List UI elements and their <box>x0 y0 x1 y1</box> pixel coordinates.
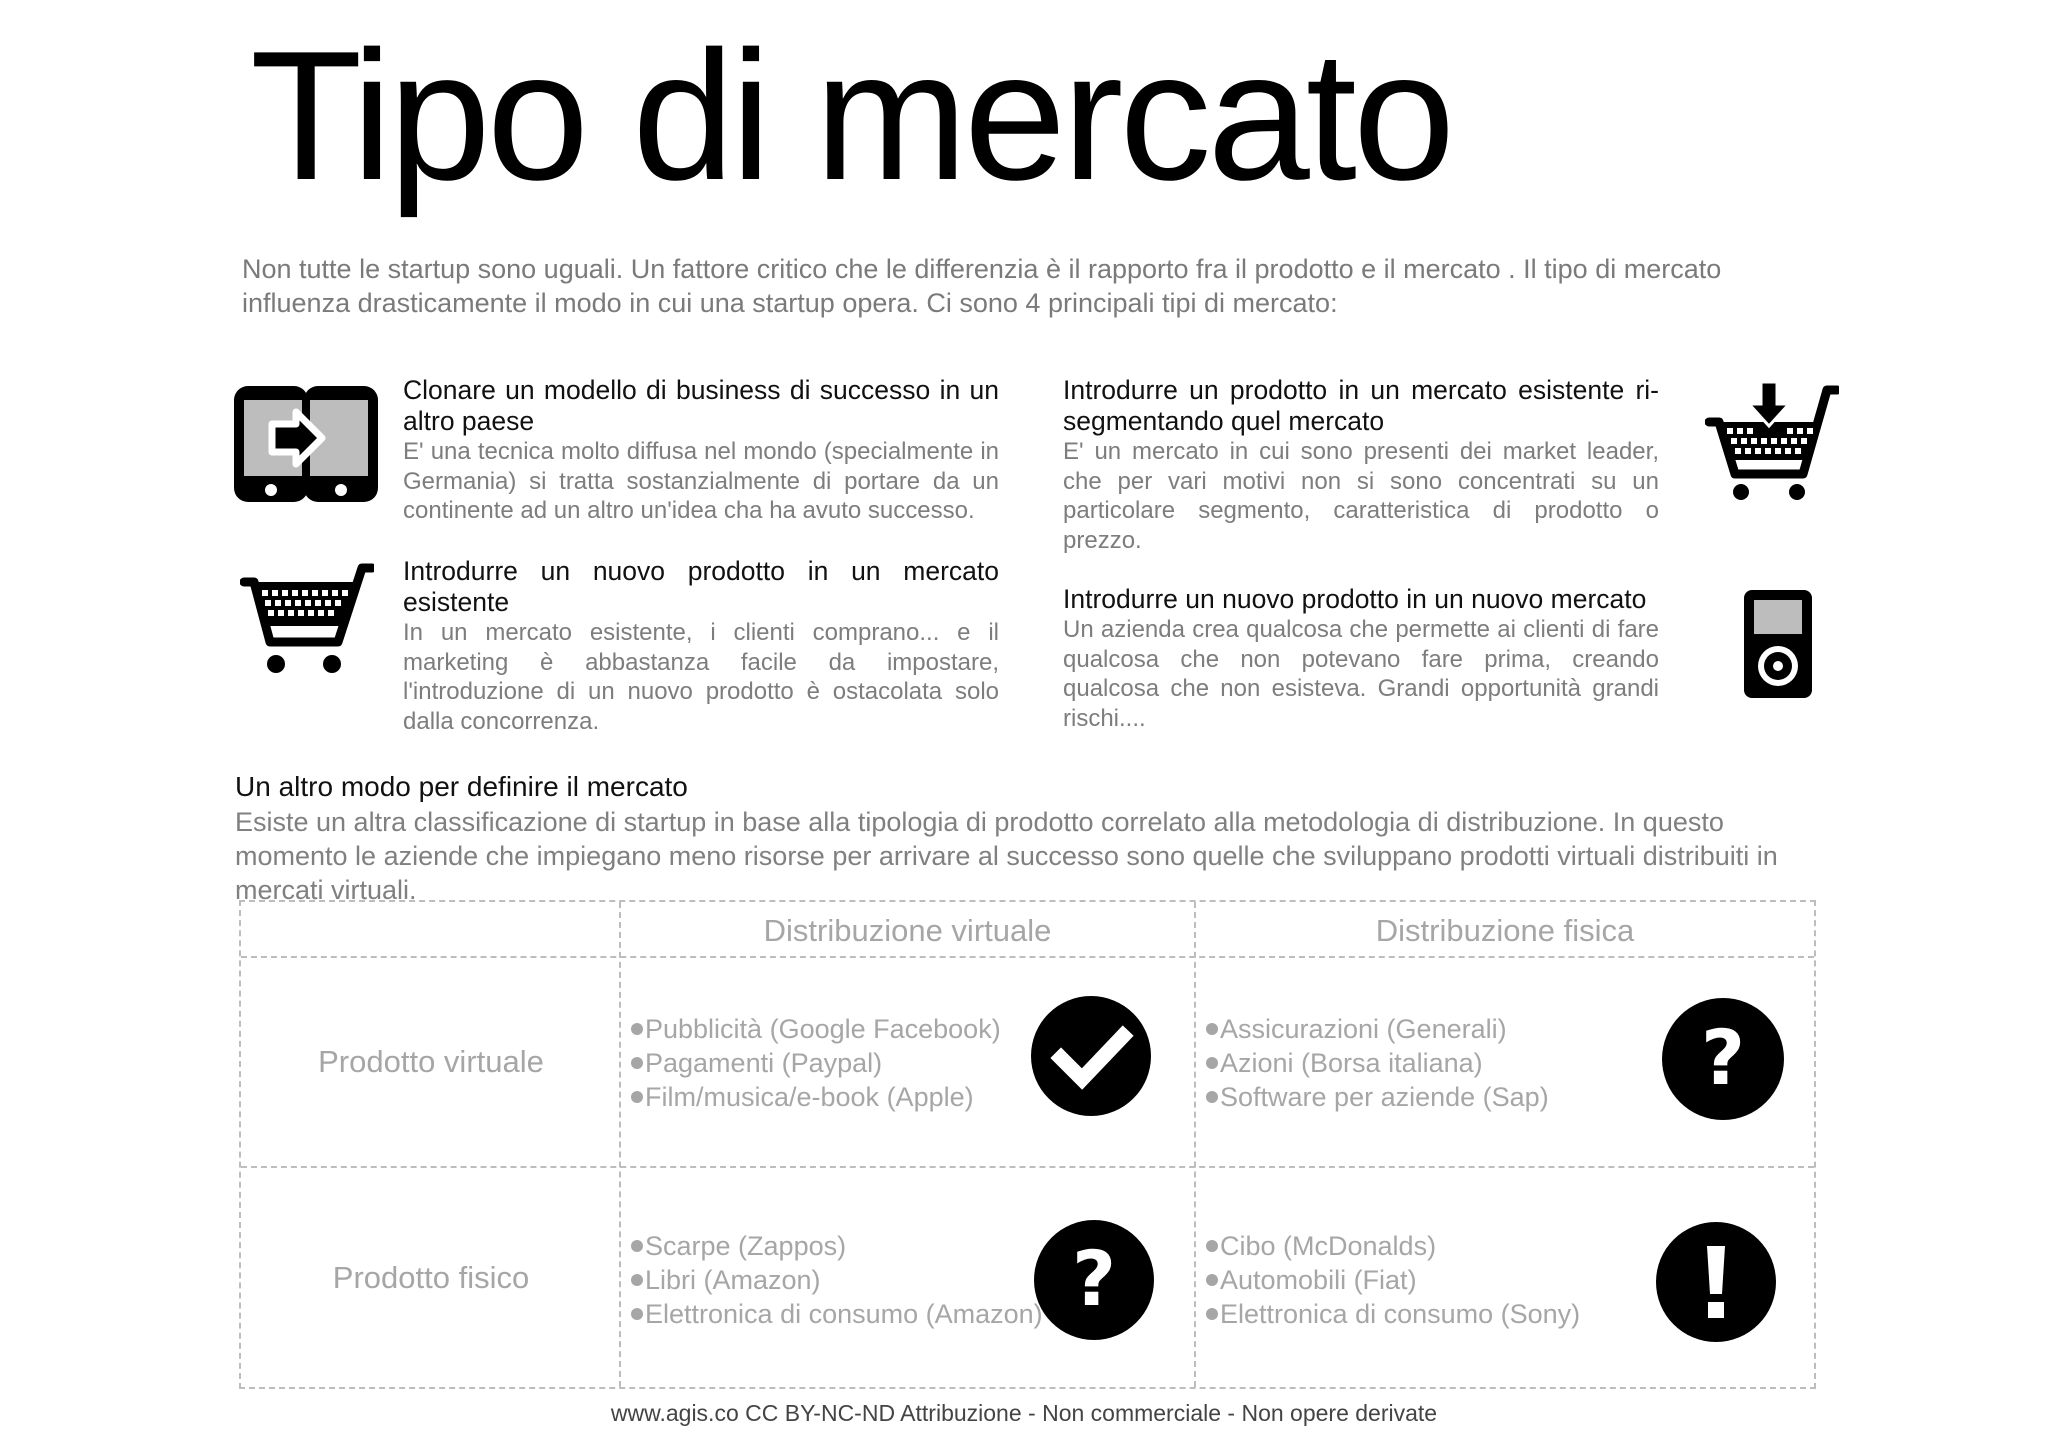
footer-license: www.agis.co CC BY-NC-ND Attribuzione - Non commerciale - Non opere derivate <box>610 1400 1438 1426</box>
cell-list-physical-virtual <box>631 1229 1043 1331</box>
shopping-cart-icon <box>240 560 374 676</box>
intro-text: Non tutte le startup sono uguali. Un fattore critico che le differenzia è il rapporto fra il prodotto e il mercato . Il tipo di mercato influenza drasticamente il modo in cui una startup opera. Ci sono 4 principali tipi di mercato: <box>242 254 1722 318</box>
row-header-virtual-product: Prodotto virtuale <box>318 1044 544 1079</box>
section-text: Esiste un altra classificazione di startup in base alla tipologia di prodotto correlato alla metodologia di distribuzione. In questo momento le aziende che impiegano meno risorse per arrivare al successo sono quelle che sviluppano prodotti virtuali distribuiti in mercati virtuali. <box>235 807 1778 905</box>
list-item: Azioni (Borsa italiana) <box>1206 1046 1549 1080</box>
svg-text:?: ? <box>1071 1234 1117 1323</box>
cell-list-physical-physical <box>1206 1229 1580 1331</box>
market-description: E' una tecnica molto diffusa nel mondo (specialmente in Germania) si tratta sostanzialmente di portare da un continente ad un altro un'idea cha ha avuto successo. <box>403 438 999 524</box>
market-title: Introdurre un prodotto in un mercato esistente ri-segmentando quel mercato <box>1063 375 1659 436</box>
market-description: In un mercato esistente, i clienti comprano... e il marketing è abbastanza facile da impostare, l'introduzione di un nuovo prodotto è ostacolata solo dalla concorrenza. <box>403 619 999 735</box>
list-item: Film/musica/e-book (Apple) <box>631 1080 1001 1114</box>
list-item: Software per aziende (Sap) <box>1206 1080 1549 1114</box>
market-block-new-market <box>1063 584 1659 733</box>
list-item: Automobili (Fiat) <box>1206 1263 1580 1297</box>
question-icon <box>1662 998 1784 1120</box>
list-item: Libri (Amazon) <box>631 1263 1043 1297</box>
check-icon <box>1031 996 1151 1116</box>
column-header-physical-distribution: Distribuzione fisica <box>1375 913 1635 948</box>
exclamation-icon <box>1656 1222 1776 1342</box>
market-title: Clonare un modello di business di successo in un altro paese <box>403 375 999 436</box>
question-icon <box>1034 1220 1154 1340</box>
list-item: Elettronica di consumo (Sony) <box>1206 1297 1580 1331</box>
music-player-icon <box>1744 590 1812 698</box>
cell-list-virtual-virtual <box>631 1012 1001 1114</box>
cart-download-icon <box>1705 382 1839 502</box>
market-title: Introdurre un nuovo prodotto in un mercato esistente <box>403 556 999 617</box>
market-block-clone <box>403 375 999 526</box>
phones-transfer-icon <box>232 384 380 504</box>
section-title: Un altro modo per definire il mercato <box>235 771 688 802</box>
market-title: Introdurre un nuovo prodotto in un nuovo mercato <box>1063 584 1647 614</box>
list-item: Assicurazioni (Generali) <box>1206 1012 1549 1046</box>
market-description: E' un mercato in cui sono presenti dei market leader, che per vari motivi non si sono concentrati su un particolare segmento, caratteristica di prodotto o prezzo. <box>1063 438 1659 554</box>
classification-table <box>239 900 1816 1389</box>
market-block-new-product-existing <box>403 556 999 736</box>
row-header-physical-product: Prodotto fisico <box>332 1260 530 1295</box>
cell-list-virtual-physical <box>1206 1012 1549 1114</box>
list-item: Scarpe (Zappos) <box>631 1229 1043 1263</box>
list-item: Elettronica di consumo (Amazon) <box>631 1297 1043 1331</box>
list-item: Cibo (McDonalds) <box>1206 1229 1580 1263</box>
market-description: Un azienda crea qualcosa che permette ai clienti di fare qualcosa che non potevano fare prima, creando qualcosa che non esisteva. Grandi opportunità grandi rischi.... <box>1063 616 1659 732</box>
market-block-resegment <box>1063 375 1659 555</box>
page-title: Tipo di mercato <box>250 12 1452 218</box>
list-item: Pubblicità (Google Facebook) <box>631 1012 1001 1046</box>
list-item: Pagamenti (Paypal) <box>631 1046 1001 1080</box>
svg-text:?: ? <box>1700 1013 1746 1102</box>
column-header-virtual-distribution: Distribuzione virtuale <box>763 913 1052 948</box>
